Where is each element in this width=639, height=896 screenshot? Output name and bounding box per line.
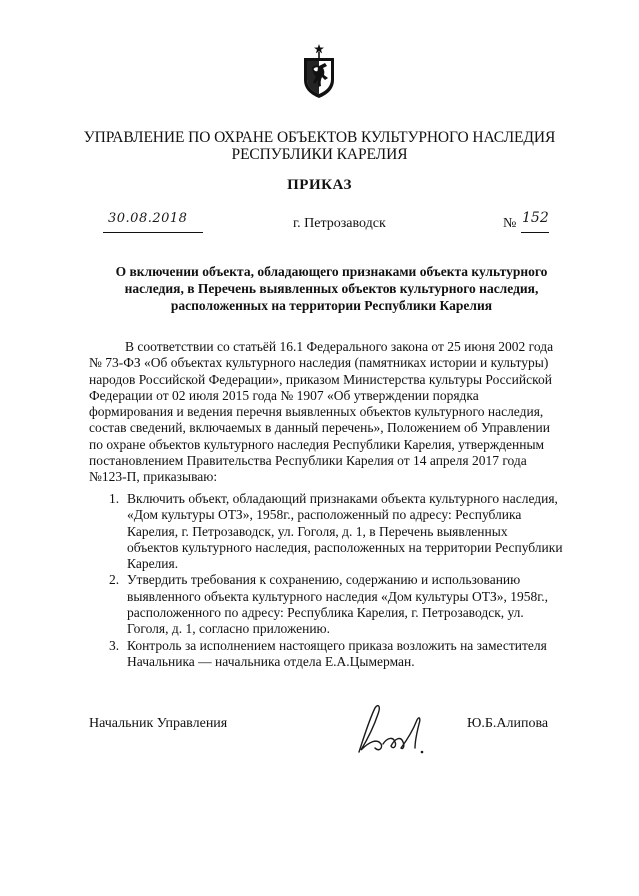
preamble-line: В соответствии со статьёй 16.1 Федерального закона от 25 июня 2002 года	[125, 339, 554, 354]
item-line: Включить объект, обладающий признаками объекта культурного наследия,	[127, 491, 558, 506]
item-line: расположенного по адресу: Республика Карелия, г. Петрозаводск, ул.	[127, 605, 524, 621]
preamble-line: Федерации от 02 июля 2015 года № 1907 «Об утверждении порядка	[89, 387, 479, 403]
subject-line1: О включении объекта, обладающего признаками объекта культурного	[115, 264, 548, 279]
karelia-coat-of-arms-icon	[303, 44, 335, 98]
subject-line3: расположенных на территории Республики Карелия	[170, 298, 493, 313]
order-subject	[104, 263, 559, 314]
preamble-line: по охране объектов культурного наследия Республики Карелия, утвержденным	[89, 436, 545, 452]
number-label: №	[503, 216, 517, 231]
document-type-title: ПРИКАЗ	[287, 177, 352, 193]
order-items-list	[89, 491, 577, 670]
preamble-line: постановлением Правительства Республики Карелия от 14 апреля 2017 года	[89, 453, 527, 469]
item-number: 2.	[109, 572, 120, 588]
subject-line2: наследия, в Перечень выявленных объектов культурного наследия,	[124, 281, 539, 296]
preamble-line: народов Российской Федерации», приказом Министерства культуры Российской	[89, 371, 552, 387]
list-item	[89, 491, 577, 572]
preamble-line: состав сведений, включаемых в данный перечень», Положением об Управлении	[89, 420, 550, 436]
preamble-line: № 73-ФЗ «Об объектах культурного наследия (памятниках истории и культуры)	[89, 355, 549, 371]
signatory-name: Ю.Б.Алипова	[467, 716, 549, 731]
preamble-line: формирования и ведения перечня выявленных объектов культурного наследия,	[89, 404, 544, 420]
item-number: 1.	[109, 491, 120, 506]
item-line: Начальника — начальника отдела Е.А.Цымерман.	[127, 653, 415, 669]
handwritten-order-number: 152	[522, 210, 549, 226]
item-line: Утвердить требования к сохранению, содержанию и использованию	[127, 572, 521, 588]
list-item	[89, 638, 577, 671]
organization-title-line2: РЕСПУБЛИКИ КАРЕЛИЯ	[231, 146, 408, 163]
signature-icon	[345, 700, 435, 760]
item-line: выявленного объекта культурного наследия «Дом культуры ОТЗ», 1958г.,	[127, 588, 548, 604]
organization-title-line1: УПРАВЛЕНИЕ ПО ОХРАНЕ ОБЪЕКТОВ КУЛЬТУРНОГО НАСЛЕДИЯ	[83, 129, 556, 146]
preamble-line: №123-П, приказываю:	[89, 469, 218, 485]
city-label: г. Петрозаводск	[293, 216, 386, 231]
item-line: «Дом культуры ОТЗ», 1958г., расположенный по адресу: Республика	[127, 507, 522, 523]
handwritten-date: 30.08.2018	[108, 211, 188, 226]
item-line: Гоголя, д. 1, согласно приложению.	[127, 621, 331, 637]
organization-title	[60, 129, 579, 163]
item-line: Контроль за исполнением настоящего приказа возложить на заместителя	[127, 637, 547, 653]
item-line: Карелия.	[127, 556, 179, 572]
list-item	[89, 572, 577, 637]
signatory-role: Начальник Управления	[89, 716, 228, 731]
item-line: Карелия, г. Петрозаводск, ул. Гоголя, д. 1, в Перечень выявленных	[127, 523, 508, 539]
item-number: 3.	[109, 637, 120, 653]
item-line: объектов культурного наследия, расположенных на территории Республики	[127, 539, 563, 555]
preamble-paragraph	[89, 339, 577, 486]
